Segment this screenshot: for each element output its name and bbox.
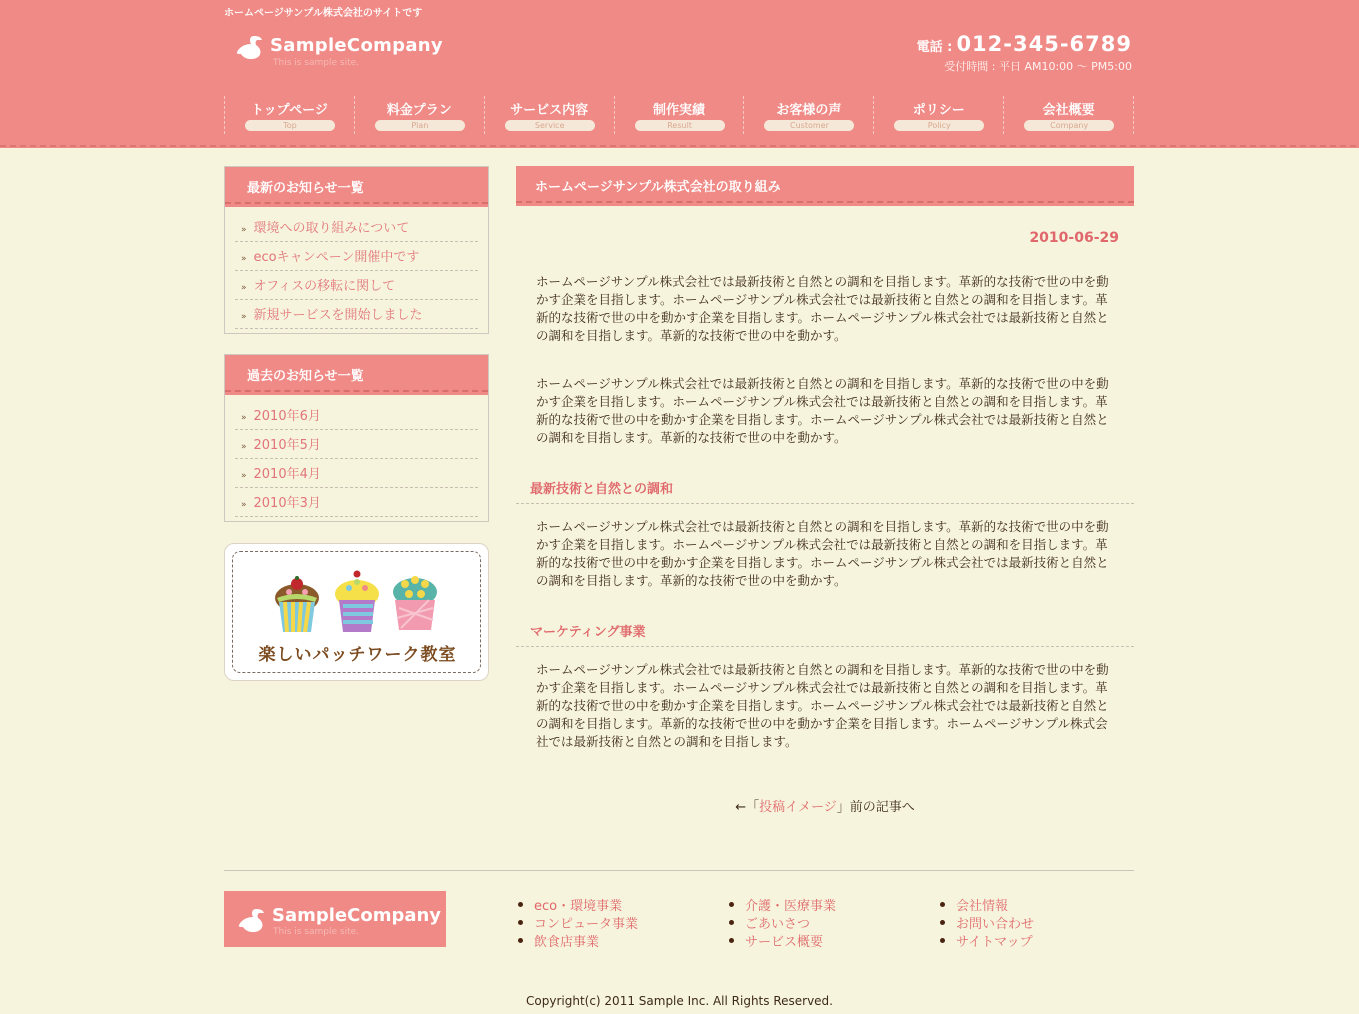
footer-link[interactable] (940, 934, 1034, 952)
bullet-icon (940, 920, 945, 925)
nav-label: お客様の声 (776, 103, 842, 118)
footer-link[interactable] (729, 898, 836, 916)
duck-icon (234, 32, 264, 64)
nav-sublabel: Company (1024, 120, 1114, 131)
archive-link[interactable]: 2010年6月 (253, 409, 321, 424)
footer-link-label: サイトマップ (956, 935, 1033, 950)
footer-link[interactable] (518, 934, 638, 952)
prev-post-nav (516, 796, 1134, 815)
bullet-icon: » (241, 283, 247, 293)
bullet-icon (940, 902, 945, 907)
list-item[interactable] (235, 488, 478, 517)
nav-sublabel: Result (635, 120, 725, 131)
footer-link-label: eco・環境事業 (534, 899, 623, 914)
duck-icon (236, 905, 266, 937)
footer-link-label: お問い合わせ (956, 917, 1035, 932)
list-item[interactable] (235, 271, 478, 300)
prev-post-link[interactable]: 投稿イメージ (759, 800, 837, 815)
section-heading: マーケティング事業 (516, 621, 1134, 647)
bullet-icon: » (241, 500, 247, 510)
footer-link[interactable] (518, 916, 638, 934)
logo-subtitle: This is sample site. (273, 927, 360, 937)
news-link[interactable]: 環境への取り組みについて (253, 221, 410, 236)
latest-news-title: 最新のお知らせ一覧 (225, 167, 488, 207)
bullet-icon: » (241, 312, 247, 322)
logo-subtitle: This is sample site. (273, 58, 360, 68)
body-paragraph: ホームページサンプル株式会社では最新技術と自然との調和を目指します。革新的な技術で世の中を動かす企業を目指します。ホームページサンプル株式会社では最新技術と自然との調和を目指します。革新的な技術で世の中を動かす企業を目指します。ホームページサンプル株式会社では最新技術と自然との調和を目指します。革新的な技術で世の中を動かす企業を目指します。ホームページサンプル株式会社では最新技術と自然との調和を目指します。 (536, 662, 1109, 749)
list-item[interactable] (235, 459, 478, 488)
site-tagline: ホームページサンプル株式会社のサイトです (224, 8, 423, 19)
archive-link[interactable]: 2010年3月 (253, 496, 321, 511)
nav-item-plan[interactable] (355, 96, 485, 134)
list-item[interactable] (235, 242, 478, 271)
bullet-icon: » (241, 471, 247, 481)
nav-item-policy[interactable] (874, 96, 1004, 134)
bullet-icon (518, 938, 523, 943)
latest-news-list (225, 207, 488, 335)
footer-link-label: 会社情報 (956, 899, 1009, 914)
nav-item-service[interactable] (485, 96, 615, 134)
past-news-title: 過去のお知らせ一覧 (225, 355, 488, 395)
cupcakes-icon (273, 570, 443, 634)
bullet-icon (518, 920, 523, 925)
nav-sublabel: Service (505, 120, 595, 131)
footer-link-label: コンピュータ事業 (534, 917, 639, 932)
body-paragraph: ホームページサンプル株式会社では最新技術と自然との調和を目指します。革新的な技術で世の中を動かす企業を目指します。ホームページサンプル株式会社では最新技術と自然との調和を目指します。革新的な技術で世の中を動かす企業を目指します。ホームページサンプル株式会社では最新技術と自然との調和を目指します。革新的な技術で世の中を動かす。 (536, 519, 1109, 588)
archive-link[interactable]: 2010年5月 (253, 438, 321, 453)
nav-sublabel: Customer (764, 120, 854, 131)
post-date: 2010-06-29 (1029, 230, 1119, 246)
page-title: ホームページサンプル株式会社の取り組み (516, 166, 1134, 206)
nav-label: 会社概要 (1042, 103, 1095, 118)
footer-link[interactable] (940, 898, 1034, 916)
news-link[interactable]: オフィスの移転に関して (253, 279, 396, 294)
nav-item-result[interactable] (615, 96, 745, 134)
bullet-icon: » (241, 225, 247, 235)
site-logo[interactable] (234, 32, 443, 68)
global-nav (224, 96, 1134, 134)
prev-arrow: ←「 (735, 800, 760, 815)
list-item[interactable] (235, 300, 478, 329)
body-paragraph: ホームページサンプル株式会社では最新技術と自然との調和を目指します。革新的な技術で世の中を動かす企業を目指します。ホームページサンプル株式会社では最新技術と自然との調和を目指します。革新的な技術で世の中を動かす企業を目指します。ホームページサンプル株式会社では最新技術と自然との調和を目指します。革新的な技術で世の中を動かす。 (536, 274, 1109, 343)
news-link[interactable]: ecoキャンペーン開催中です (253, 250, 420, 265)
bullet-icon: » (241, 254, 247, 264)
list-item[interactable] (235, 430, 478, 459)
footer-link[interactable] (940, 916, 1034, 934)
footer-link[interactable] (729, 916, 836, 934)
nav-item-top[interactable] (225, 96, 355, 134)
footer-link[interactable] (729, 934, 836, 952)
bullet-icon (729, 938, 734, 943)
list-item[interactable] (235, 213, 478, 242)
logo-name: SampleCompany (272, 905, 442, 926)
latest-news-box (224, 166, 489, 334)
nav-sublabel: Plan (375, 120, 465, 131)
bullet-icon (729, 920, 734, 925)
footer-link-label: 介護・医療事業 (745, 899, 837, 914)
copyright: Copyright(c) 2011 Sample Inc. All Rights Reserved. (526, 994, 833, 1008)
bullet-icon: » (241, 442, 247, 452)
banner-frame (232, 551, 481, 673)
footer-link-label: 飲食店事業 (534, 935, 600, 950)
header-wave-edge (0, 141, 1359, 153)
footer-links-col3 (940, 898, 1034, 952)
footer-link-label: ごあいさつ (745, 917, 811, 932)
footer-links-col1 (518, 898, 638, 952)
body-paragraph: ホームページサンプル株式会社では最新技術と自然との調和を目指します。革新的な技術で世の中を動かす企業を目指します。ホームページサンプル株式会社では最新技術と自然との調和を目指します。革新的な技術で世の中を動かす企業を目指します。ホームページサンプル株式会社では最新技術と自然との調和を目指します。革新的な技術で世の中を動かす。 (536, 376, 1109, 445)
footer-links-col2 (729, 898, 836, 952)
phone-block (870, 32, 1132, 74)
footer-divider (224, 870, 1134, 871)
nav-item-customer[interactable] (744, 96, 874, 134)
past-news-list (225, 395, 488, 523)
section-heading: 最新技術と自然との調和 (516, 478, 1134, 504)
nav-label: トップページ (251, 103, 328, 118)
nav-label: ポリシー (912, 103, 965, 118)
nav-sublabel: Policy (894, 120, 984, 131)
footer-link-label: サービス概要 (745, 935, 824, 950)
footer-link[interactable] (518, 898, 638, 916)
nav-sublabel: Top (245, 120, 335, 131)
phone-hours: 受付時間 : 平日 AM10:00 〜 PM5:00 (944, 60, 1132, 73)
nav-label: サービス内容 (510, 103, 589, 118)
bullet-icon (518, 902, 523, 907)
bullet-icon (940, 938, 945, 943)
nav-label: 料金プラン (386, 103, 452, 118)
nav-label: 制作実績 (653, 103, 706, 118)
list-item[interactable] (235, 401, 478, 430)
banner-text: 楽しいパッチワーク教室 (258, 645, 457, 665)
footer-logo[interactable] (224, 891, 446, 947)
phone-number: 012-345-6789 (956, 32, 1132, 56)
archive-link[interactable]: 2010年4月 (253, 467, 321, 482)
prev-suffix: 」前の記事へ (836, 800, 915, 815)
logo-name: SampleCompany (270, 35, 443, 56)
bullet-icon: » (241, 413, 247, 423)
patchwork-banner[interactable] (224, 543, 489, 681)
news-link[interactable]: 新規サービスを開始しました (253, 308, 423, 323)
bullet-icon (729, 902, 734, 907)
nav-item-company[interactable] (1004, 96, 1134, 134)
past-news-box (224, 354, 489, 522)
phone-label: 電話 : (916, 40, 953, 55)
